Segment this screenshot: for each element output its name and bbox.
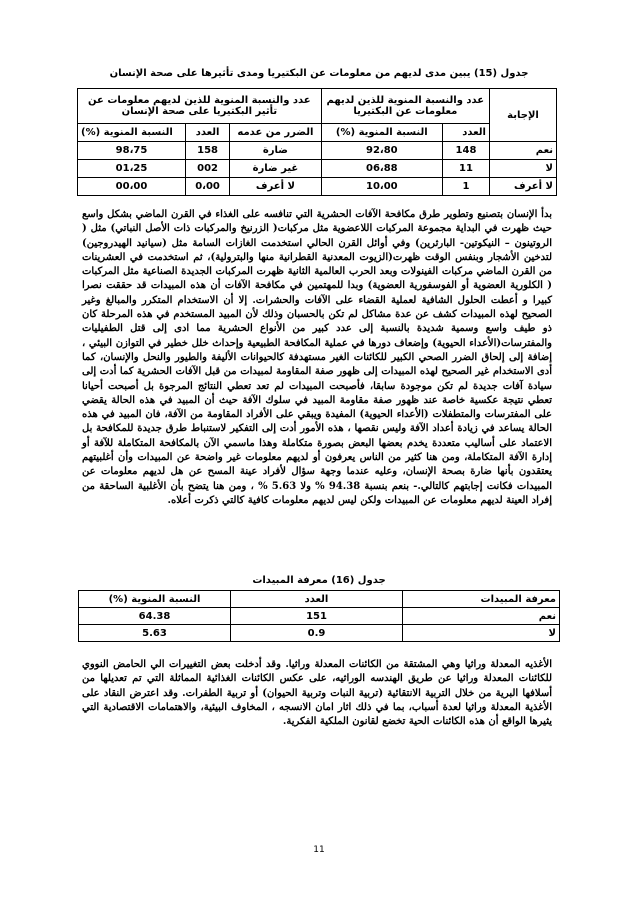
table15-caption: جدول (15) يبين مدى لديهم من معلومات عن البكتيريا ومدى تأثيرها على صحة الإنسان [109, 68, 529, 79]
table15-count2-cell: 0،00 [185, 178, 229, 196]
table-row [79, 625, 560, 642]
table16-percent-cell: 5.63 [79, 625, 231, 642]
table15-harm-cell: لا أعرف [230, 178, 322, 196]
body-paragraph-1: بدأ الإنسان بتصنيع وتطوير طرق مكافحة الآفات الحشرية التي تنافسه على الغذاء في القرن الماضي بشكل واسع حيث ظهرت في البداية مجموعة المركبات اللاعضوية مثل مركبات( الزرنيخ والمركبات ذات الأصل النباتي) مثل ( الروتينون – النيكوتين- البارثرين) وفي أوائل القرن الحالي استخدمت الغازات السامة مثل (سيانيد الهيدروجين) لتدخين الأشجار وبنفس الوقت ظهرت(الزيوت المعدنية القطرانية منها والبترولية)، ثم استخدمت في العشرينات من القرن الماضي مركبات الفينولات وبعد الحرب العالمية الثانية ظهرت المركبات الجديدة الصناعية مثل المركبات ( الكلورية العضوية أو الفوسفورية العضوية) وبدا للمهتمين في مكافحة الآفات أن هذه المبيدات قد حققت نصرا كبيرا و أعطت الحلول الشافية لعملية القضاء على الآفات والحشرات. إلا أن الاستخدام المتكرر والمبالغ وغير الصحيح لهذه المبيدات كشف عن عدة مشاكل لم تكن بالحسبان وذلك لأن المبيد المستخدم في هذه المرحلة كان ذو طيف واسع وسمية شديدة بالنسبة إلى عدد كبير من الأنواع الحشرية مما ادى إلى قتل الطفيليات والمفترسات(الأعداء الحيوية) وإضعاف دورها في عملية المكافحة الطبيعية وإحداث خلل خطير في التوازن البيئي ، إضافة إلى إلحاق الضرر الصحي الكبير للكائنات الغير مستهدفة كالحيوانات الأليفة والطيور والنحل والإنسان، كما أدى الاستخدام غير الصحيح لهذه المبيدات إلى ظهور صفة المقاومة لمبيدات من قبل الآفات الحشرية كما أدت إلى سيادة آفات جديدة لم تكن موجودة سابقا، فأصبحت المبيدات لم تعد تعطي النتائج المرجوة بل أصبحت أحيانا تعطي نتيجة عكسية خاصة عند ظهور صفة مقاومة المبيد في سلوك الآفة حيث أن المبيد في هذه الحالة يقضي على المفترسات والمتطفلات (الأعداء الحيوية) المفيدة ويبقي على الأفراد المقاومة من الآفة، فان المبيد في هذه الحالة يساعد في زيادة أعداد الآفة وليس نقصها ، هذه الأمور أدت إلى التفكير لاستنباط طرق جديدة للمكافحة بل الاعتماد على أساليب متعددة يخدم بعضها البعض بصورة متكاملة وهذا ماسمي الآن بالمكافحة المتكاملة للآفة أو إدارة الآفة المتكاملة، ومن هنا كثير من الناس يعرفون أو لديهم معلومات غير واضحة عن المبيدات وأن أغلبيتهم يعتقدون بأنها ضارة بصحة الإنسان، وعليه عندما وجهة سؤال لأفراد عينة المسح عن هل لديهم معلومات عن المبيدات فكانت إجابتهم كالتالي.- بنعم بنسبة 94.38 % ولا 5.63 % ، ومن هنا يتضح بأن الأغلبية الساحقة من إفراد العينة لديهم معلومات عن المبيدات ولكن ليس لديهم معلومات كافية كالتي ذكرت أعلاه. [82, 209, 552, 506]
table15-harm-cell: ضارة [230, 142, 322, 160]
table15-count-cell: 1 [442, 178, 489, 196]
table15-percent-cell: 10،00 [321, 178, 442, 196]
table15-percent-header: النسبة المنوية (%) [321, 124, 442, 142]
table-row [79, 608, 560, 625]
table16-caption: جدول (16) معرفة المبيدات [252, 575, 386, 586]
table16-answer-cell: لا [403, 625, 560, 642]
table15-count2-cell: 002 [185, 160, 229, 178]
table15-answer-cell: نعم [490, 142, 557, 160]
table15-percent2-cell: 98،75 [78, 142, 186, 160]
table16-count-cell: 0.9 [231, 625, 403, 642]
table15-answer-header: الإجابة [490, 89, 557, 142]
table15-percent2-cell: 01،25 [78, 160, 186, 178]
table15-percent2-cell: 00،00 [78, 178, 186, 196]
table-row [78, 142, 557, 160]
table15-group2-header: عدد والنسبة المنوية للذين لديهم معلومات عن تأثير البكتيريا على صحة الإنسان [78, 89, 322, 124]
table-row [78, 160, 557, 178]
table15-harm-cell: غير ضارة [230, 160, 322, 178]
table16-knowledge-header: معرفة المبيدات [403, 591, 560, 608]
table15-count-cell: 148 [442, 142, 489, 160]
table15-group-header-row [78, 89, 557, 124]
table15-count2-cell: 158 [185, 142, 229, 160]
table16 [78, 590, 560, 642]
table15-answer-cell: لا أعرف [490, 178, 557, 196]
table15-count2-header: العدد [185, 124, 229, 142]
table16-percent-cell: 64.38 [79, 608, 231, 625]
table16-percent-header: النسبة المنوية (%) [79, 591, 231, 608]
table16-count-cell: 151 [231, 608, 403, 625]
body-paragraph-2: الأغذيه المعدلة وراثيا وهي المشتقة من الكائنات المعدلة وراثيا. وقد أدخلت بعض التغييرات الي الحامض النووي للكائنات المعدلة وراثيا عن طريق الهندسه الوراثيه، على عكس الكائنات الغذائية المماثلة التي تم تعديلها من أسلافها البرية من خلال التربية الانتقائية (تربية النبات وتربية الحيوان) أو تربية الطفرات. وقد اعترض النقاد على الأغذية المعدلة وراثيا لعدة أسباب، بما في ذلك اثار امان الانسجه ، المخاوف البيئية، والاهتمامات الاقتصادية التي يثيرها الواقع أن هذه الكائنات الحية تخضع لقانون الملكية الفكرية. [82, 659, 552, 728]
table15-percent-cell: 92،80 [321, 142, 442, 160]
table15-percent2-header: النسبة المنوية (%) [78, 124, 186, 142]
table-row [78, 178, 557, 196]
table15-percent-cell: 06،88 [321, 160, 442, 178]
table15-count-header: العدد [442, 124, 489, 142]
table15-harm-header: الضرر من عدمه [230, 124, 322, 142]
table15-count-cell: 11 [442, 160, 489, 178]
table16-answer-cell: نعم [403, 608, 560, 625]
table15-sub-header-row [78, 124, 557, 142]
table16-count-header: العدد [231, 591, 403, 608]
table15-group1-header: عدد والنسبة المنوية للذين لديهم معلومات عن البكتيريا [321, 89, 489, 124]
table16-header-row [79, 591, 560, 608]
table15 [77, 88, 557, 196]
page-number: 11 [313, 845, 325, 855]
table15-answer-cell: لا [490, 160, 557, 178]
